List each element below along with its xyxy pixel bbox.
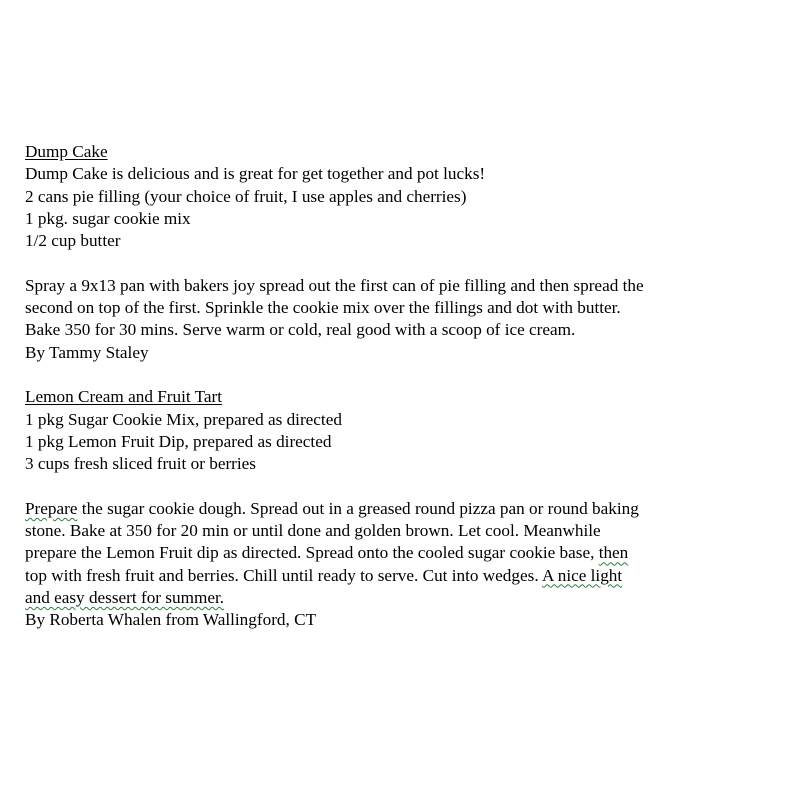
- directions-line: [25, 542, 765, 564]
- directions-line: second on top of the first. Sprinkle the cookie mix over the fillings and dot with butter.: [25, 298, 621, 318]
- recipe-title: Lemon Cream and Fruit Tart: [25, 387, 223, 407]
- directions-text: the sugar cookie dough. Spread out in a greased round pizza pan or round baking: [77, 498, 639, 518]
- document-body[interactable]: [25, 141, 765, 632]
- directions-line: [25, 498, 765, 520]
- directions-line: stone. Bake at 350 for 20 min or until done and golden brown. Let cool. Meanwhile: [25, 521, 601, 541]
- ingredient-line: 3 cups fresh sliced fruit or berries: [25, 454, 256, 474]
- ingredient-line: 1 pkg Sugar Cookie Mix, prepared as directed: [25, 409, 342, 429]
- recipe-author: By Roberta Whalen from Wallingford, CT: [25, 610, 317, 630]
- recipe-title: Dump Cake: [25, 142, 108, 161]
- directions-line: [25, 587, 765, 609]
- blank-line: [25, 364, 765, 386]
- recipe-intro: Dump Cake is delicious and is great for get together and pot lucks!: [25, 164, 486, 184]
- blank-line: [25, 252, 765, 274]
- ingredient-line: 1 pkg. sugar cookie mix: [25, 208, 191, 228]
- grammar-flag[interactable]: A nice light: [541, 565, 623, 585]
- blank-line: [25, 475, 765, 497]
- directions-line: Bake 350 for 30 mins. Serve warm or cold, real good with a scoop of ice cream.: [25, 320, 576, 340]
- grammar-flag[interactable]: Prepare: [25, 498, 78, 518]
- ingredient-line: 1 pkg Lemon Fruit Dip, prepared as directed: [25, 431, 332, 451]
- directions-text: top with fresh fruit and berries. Chill until ready to serve. Cut into wedges.: [25, 565, 542, 585]
- ingredient-line: 1/2 cup butter: [25, 231, 121, 251]
- directions-line: Spray a 9x13 pan with bakers joy spread out the first can of pie filling and then spread the: [25, 275, 644, 295]
- directions-line: [25, 565, 765, 587]
- recipe-author: By Tammy Staley: [25, 342, 149, 362]
- ingredient-line: 2 cans pie filling (your choice of fruit, I use apples and cherries): [25, 186, 467, 206]
- grammar-flag[interactable]: and easy dessert for summer.: [25, 587, 225, 607]
- directions-text: prepare the Lemon Fruit dip as directed. Spread onto the cooled sugar cookie base,: [25, 543, 599, 563]
- grammar-flag[interactable]: then: [598, 543, 629, 563]
